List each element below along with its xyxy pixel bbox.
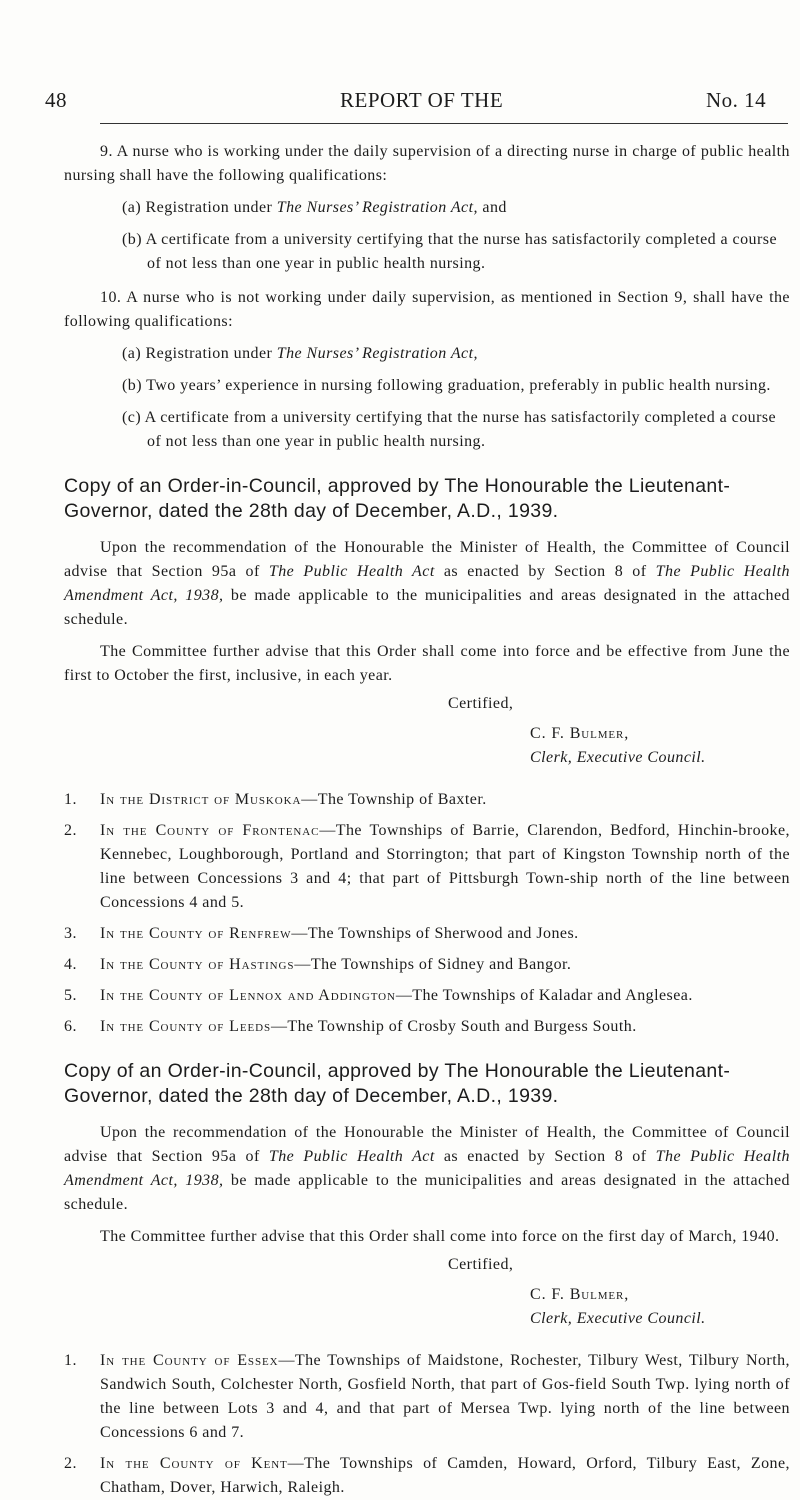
order-2-signatory: C. F. Bulmer, <box>530 1286 630 1303</box>
order-1-certified: Certified, <box>448 695 514 712</box>
page-number: 48 <box>45 88 67 112</box>
item-text: (b) A certificate from a university certifying that the nurse has satisfactorily completed a course of not less than one year in public health nursing. <box>122 231 777 272</box>
item-text: (b) Two years’ experience in nursing following graduation, preferably in public health nursing. <box>122 377 771 394</box>
paragraph-text: Upon the recommendation of the Honourable the Minister of Health, the Committee of Council advise that Section 95a of <box>64 1124 790 1165</box>
schedule-entry <box>64 788 790 812</box>
section-10-item-c <box>64 406 790 454</box>
order-1-schedule <box>64 788 790 1039</box>
entry-number: 1. <box>64 791 77 808</box>
schedule-entry <box>64 922 790 946</box>
order-2-heading: Copy of an Order-in-Council, approved by The Honourable the Lieutenant-Governor, dated the 28th day of December, A.D., 1939. <box>64 1060 731 1107</box>
running-header <box>0 88 800 122</box>
running-title: REPORT OF THE <box>340 88 504 112</box>
act-name: The Nurses’ Registration Act, <box>276 345 478 362</box>
entry-text: —The Township of Baxter. <box>301 791 487 808</box>
entry-number: 4. <box>64 956 77 973</box>
paragraph-text: as enacted by Section 8 of <box>434 563 656 580</box>
section-10-item-a <box>64 342 790 366</box>
entry-text: —The Townships of Kaladar and Anglesea. <box>395 987 693 1004</box>
entry-number: 6. <box>64 1018 77 1035</box>
order-2-schedule <box>64 1349 790 1500</box>
order-1-signatory-title: Clerk, Executive Council. <box>530 749 706 766</box>
order-1-heading: Copy of an Order-in-Council, approved by The Honourable the Lieutenant-Governor, dated the 28th day of December, A.D., 1939. <box>64 475 731 522</box>
entry-number: 2. <box>64 822 77 839</box>
schedule-entry <box>64 1452 790 1500</box>
entry-text: —The Townships of Camden, Howard, Orford, Tilbury East, Zone, Chatham, Dover, Harwich, Raleigh. <box>100 1455 790 1496</box>
order-2-certified: Certified, <box>448 1256 514 1273</box>
entry-number: 2. <box>64 1455 77 1472</box>
act-name: The Nurses’ Registration Act, <box>276 199 478 216</box>
schedule-entry <box>64 984 790 1008</box>
entry-text: —The Township of Crosby South and Burgess South. <box>270 1018 637 1035</box>
act-name: The Public Health Amendment Act, 1938, <box>64 1148 790 1189</box>
item-text: (a) Registration under <box>122 345 277 362</box>
entry-lead: In the County of Frontenac <box>100 822 320 839</box>
order-2-signatory-title: Clerk, Executive Council. <box>530 1310 706 1327</box>
schedule-entry <box>64 1015 790 1039</box>
item-text: and <box>477 199 507 216</box>
order-1-signatory: C. F. Bulmer, <box>530 725 630 742</box>
act-name: The Public Health Act <box>268 563 435 580</box>
act-name: The Public Health Amendment Act, 1938, <box>64 563 790 604</box>
section-9-item-a <box>64 196 790 220</box>
item-text: (a) Registration under <box>122 199 277 216</box>
section-9-item-b <box>64 228 790 276</box>
section-10-item-b <box>64 374 790 398</box>
section-10-intro: 10. A nurse who is not working under daily supervision, as mentioned in Section 9, shall have the following qualifications: <box>64 289 790 330</box>
order-2-paragraph-2: The Committee further advise that this Order shall come into force on the first day of March, 1940. <box>100 1228 780 1245</box>
act-name: The Public Health Act <box>268 1148 435 1165</box>
schedule-entry <box>64 1349 790 1445</box>
entry-lead: In the County of Leeds <box>100 1018 271 1035</box>
entry-number: 3. <box>64 925 77 942</box>
paragraph-text: as enacted by Section 8 of <box>434 1148 656 1165</box>
entry-text: —The Townships of Barrie, Clarendon, Bedford, Hinchin-brooke, Kennebec, Loughborough, Portland and Storrington; that part of Kingston Township north of the line between Concessions 3 and 4; that part of Pittsburgh Town-ship north of the line between Concessions 4 and 5. <box>100 822 790 911</box>
entry-number: 1. <box>64 1352 77 1369</box>
schedule-entry <box>64 953 790 977</box>
page-body <box>64 140 790 1500</box>
order-2-paragraph-1 <box>64 1121 790 1217</box>
section-9-intro: 9. A nurse who is working under the daily supervision of a directing nurse in charge of public health nursing shall have the following qualifications: <box>64 143 790 184</box>
entry-text: —The Townships of Maidstone, Rochester, Tilbury West, Tilbury North, Sandwich South, Colchester North, Gosfield North, that part of Gos-field South Twp. lying north of the line between Lots 3 and 4, and that part of Mersea Twp. lying north of the line between Concessions 6 and 7. <box>100 1352 791 1441</box>
entry-lead: In the County of Essex <box>100 1352 279 1369</box>
paragraph-text: Upon the recommendation of the Honourable the Minister of Health, the Committee of Council advise that Section 95a of <box>64 539 790 580</box>
paragraph-text: be made applicable to the municipalities and areas designated in the attached schedule. <box>64 1172 791 1213</box>
entry-number: 5. <box>64 987 77 1004</box>
entry-text: —The Townships of Sherwood and Jones. <box>291 925 579 942</box>
issue-number: No. 14 <box>706 88 767 112</box>
entry-lead: In the County of Renfrew <box>100 925 292 942</box>
order-1-paragraph-1 <box>64 536 790 632</box>
entry-lead: In the County of Hastings <box>100 956 295 973</box>
paragraph-text: be made applicable to the municipalities and areas designated in the attached schedule. <box>64 587 791 628</box>
item-text: (c) A certificate from a university certifying that the nurse has satisfactorily completed a course of not less than one year in public health nursing. <box>122 409 777 450</box>
schedule-entry <box>64 819 790 915</box>
entry-lead: In the District of Muskoka <box>100 791 302 808</box>
entry-text: —The Townships of Sidney and Bangor. <box>294 956 572 973</box>
entry-lead: In the County of Lennox and Addington <box>100 987 396 1004</box>
order-1-paragraph-2: The Committee further advise that this Order shall come into force and be effective from June the first to October the first, inclusive, in each year. <box>64 643 790 684</box>
entry-lead: In the County of Kent <box>100 1455 288 1472</box>
header-rule <box>100 123 788 124</box>
